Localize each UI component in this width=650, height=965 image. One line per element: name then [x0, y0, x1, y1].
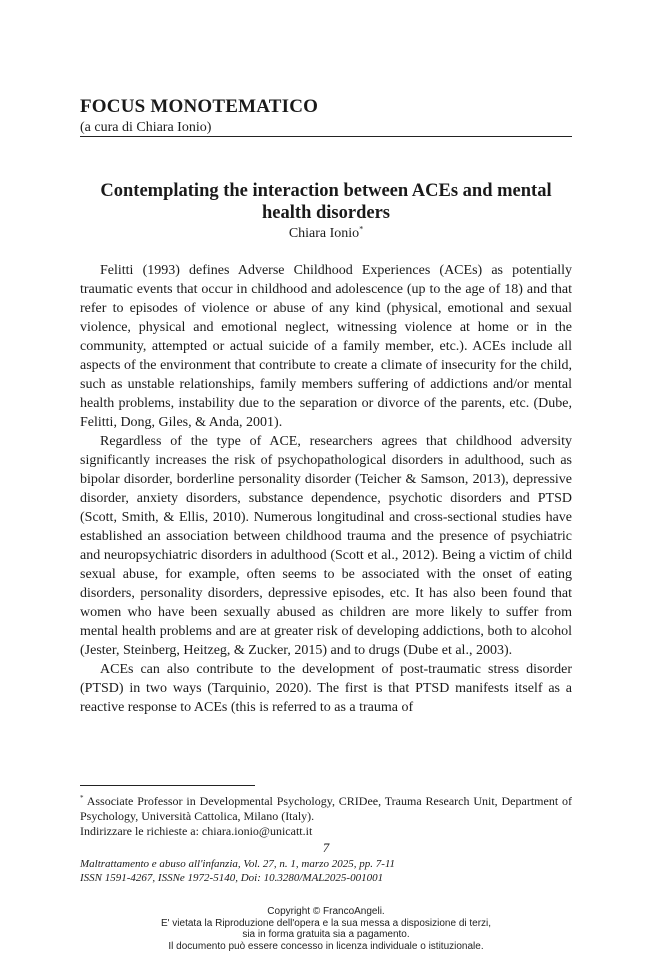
- body-paragraph-2: Regardless of the type of ACE, researchers agrees that childhood adversity significantly increases the risk of psychopathological disorders in adulthood, such as bipolar disorder, borderline personality disorder (Teicher & Samson, 2013), depressive disorder, anxiety disorders, substance dependence, psychotic disorders and PTSD (Scott, Smith, & Ellis, 2010). Numerous longitudinal and cross-sectional studies have established an association between childhood trauma and the presence of psychiatric and neuropsychiatric disorders in adulthood (Scott et al., 2012). Being a victim of child sexual abuse, for example, often seems to be associated with the onset of eating disorders, personality disorders, depressive episodes, etc. It has also been found that women who have been sexually abused as children are more likely to suffer from mental health problems and are at greater risk of developing addictions, both to alcohol (Jester, Steinberg, Heitzeg, & Zucker, 2015) and to drugs (Dube et al., 2003).: [80, 434, 572, 658]
- body-paragraph-1: Felitti (1993) defines Adverse Childhood Experiences (ACEs) as potentially traumatic events that occur in childhood and adolescence (up to the age of 18) and that refer to episodes of violence or abuse of any kind (physical, emotional and sexual violence, physical and emotional neglect, witnessing violence at home or in the community, attempted or actual suicide of a family member, etc.). ACEs include all aspects of the environment that contribute to create a climate of insecurity for the child, such as unstable relationships, family members suffering of addictions and/or mental health problems, instability due to the separation or divorce of the parents, etc. (Dube, Felitti, Dong, Giles, & Anda, 2001).: [80, 263, 572, 430]
- footnote-contact: Indirizzare le richieste a: chiara.ionio@unicatt.it: [80, 824, 313, 838]
- footnote-divider: [80, 785, 255, 786]
- copyright-notice: [80, 906, 572, 952]
- footnote-affiliation: * Associate Professor in Developmental Psychology, CRIDee, Trauma Research Unit, Department of Psychology, Università Cattolica, Milano (Italy).: [80, 794, 573, 823]
- footnote-mark: *: [80, 794, 84, 802]
- author-footnote-mark: *: [359, 224, 364, 234]
- section-title: FOCUS MONOTEMATICO: [80, 96, 319, 117]
- journal-citation: Maltrattamento e abuso all'infanzia, Vol. 27, n. 1, marzo 2025, pp. 7-11: [80, 858, 396, 870]
- article-body: [80, 261, 572, 717]
- copyright-line-3: sia in forma gratuita sia a pagamento.: [242, 929, 410, 940]
- copyright-line-4: Il documento può essere concesso in licenza individuale o istituzionale.: [168, 940, 484, 952]
- page-number: 7: [322, 840, 330, 855]
- footnote: [80, 794, 572, 839]
- journal-issn-doi: ISSN 1591-4267, ISSNe 1972-5140, Doi: 10.3280/MAL2025-001001: [80, 872, 384, 884]
- copyright-line-1: Copyright © FrancoAngeli.: [267, 906, 385, 917]
- copyright-line-2: E' vietata la Riproduzione dell'opera e la sua messa a disposizione di terzi,: [160, 917, 492, 929]
- article-author: [80, 226, 572, 243]
- author-name: Chiara Ionio: [288, 226, 360, 241]
- section-editor: (a cura di Chiara Ionio): [80, 120, 212, 135]
- journal-info: [80, 857, 572, 885]
- article-title: Contemplating the interaction between ACEs and mental health disorders: [100, 181, 552, 223]
- header-divider: [80, 136, 572, 137]
- body-paragraph-3: ACEs can also contribute to the development of post-traumatic stress disorder (PTSD) in two ways (Tarquinio, 2020). The first is that PTSD manifests itself as a reactive response to ACEs (this is referred to as a trauma of: [80, 662, 572, 715]
